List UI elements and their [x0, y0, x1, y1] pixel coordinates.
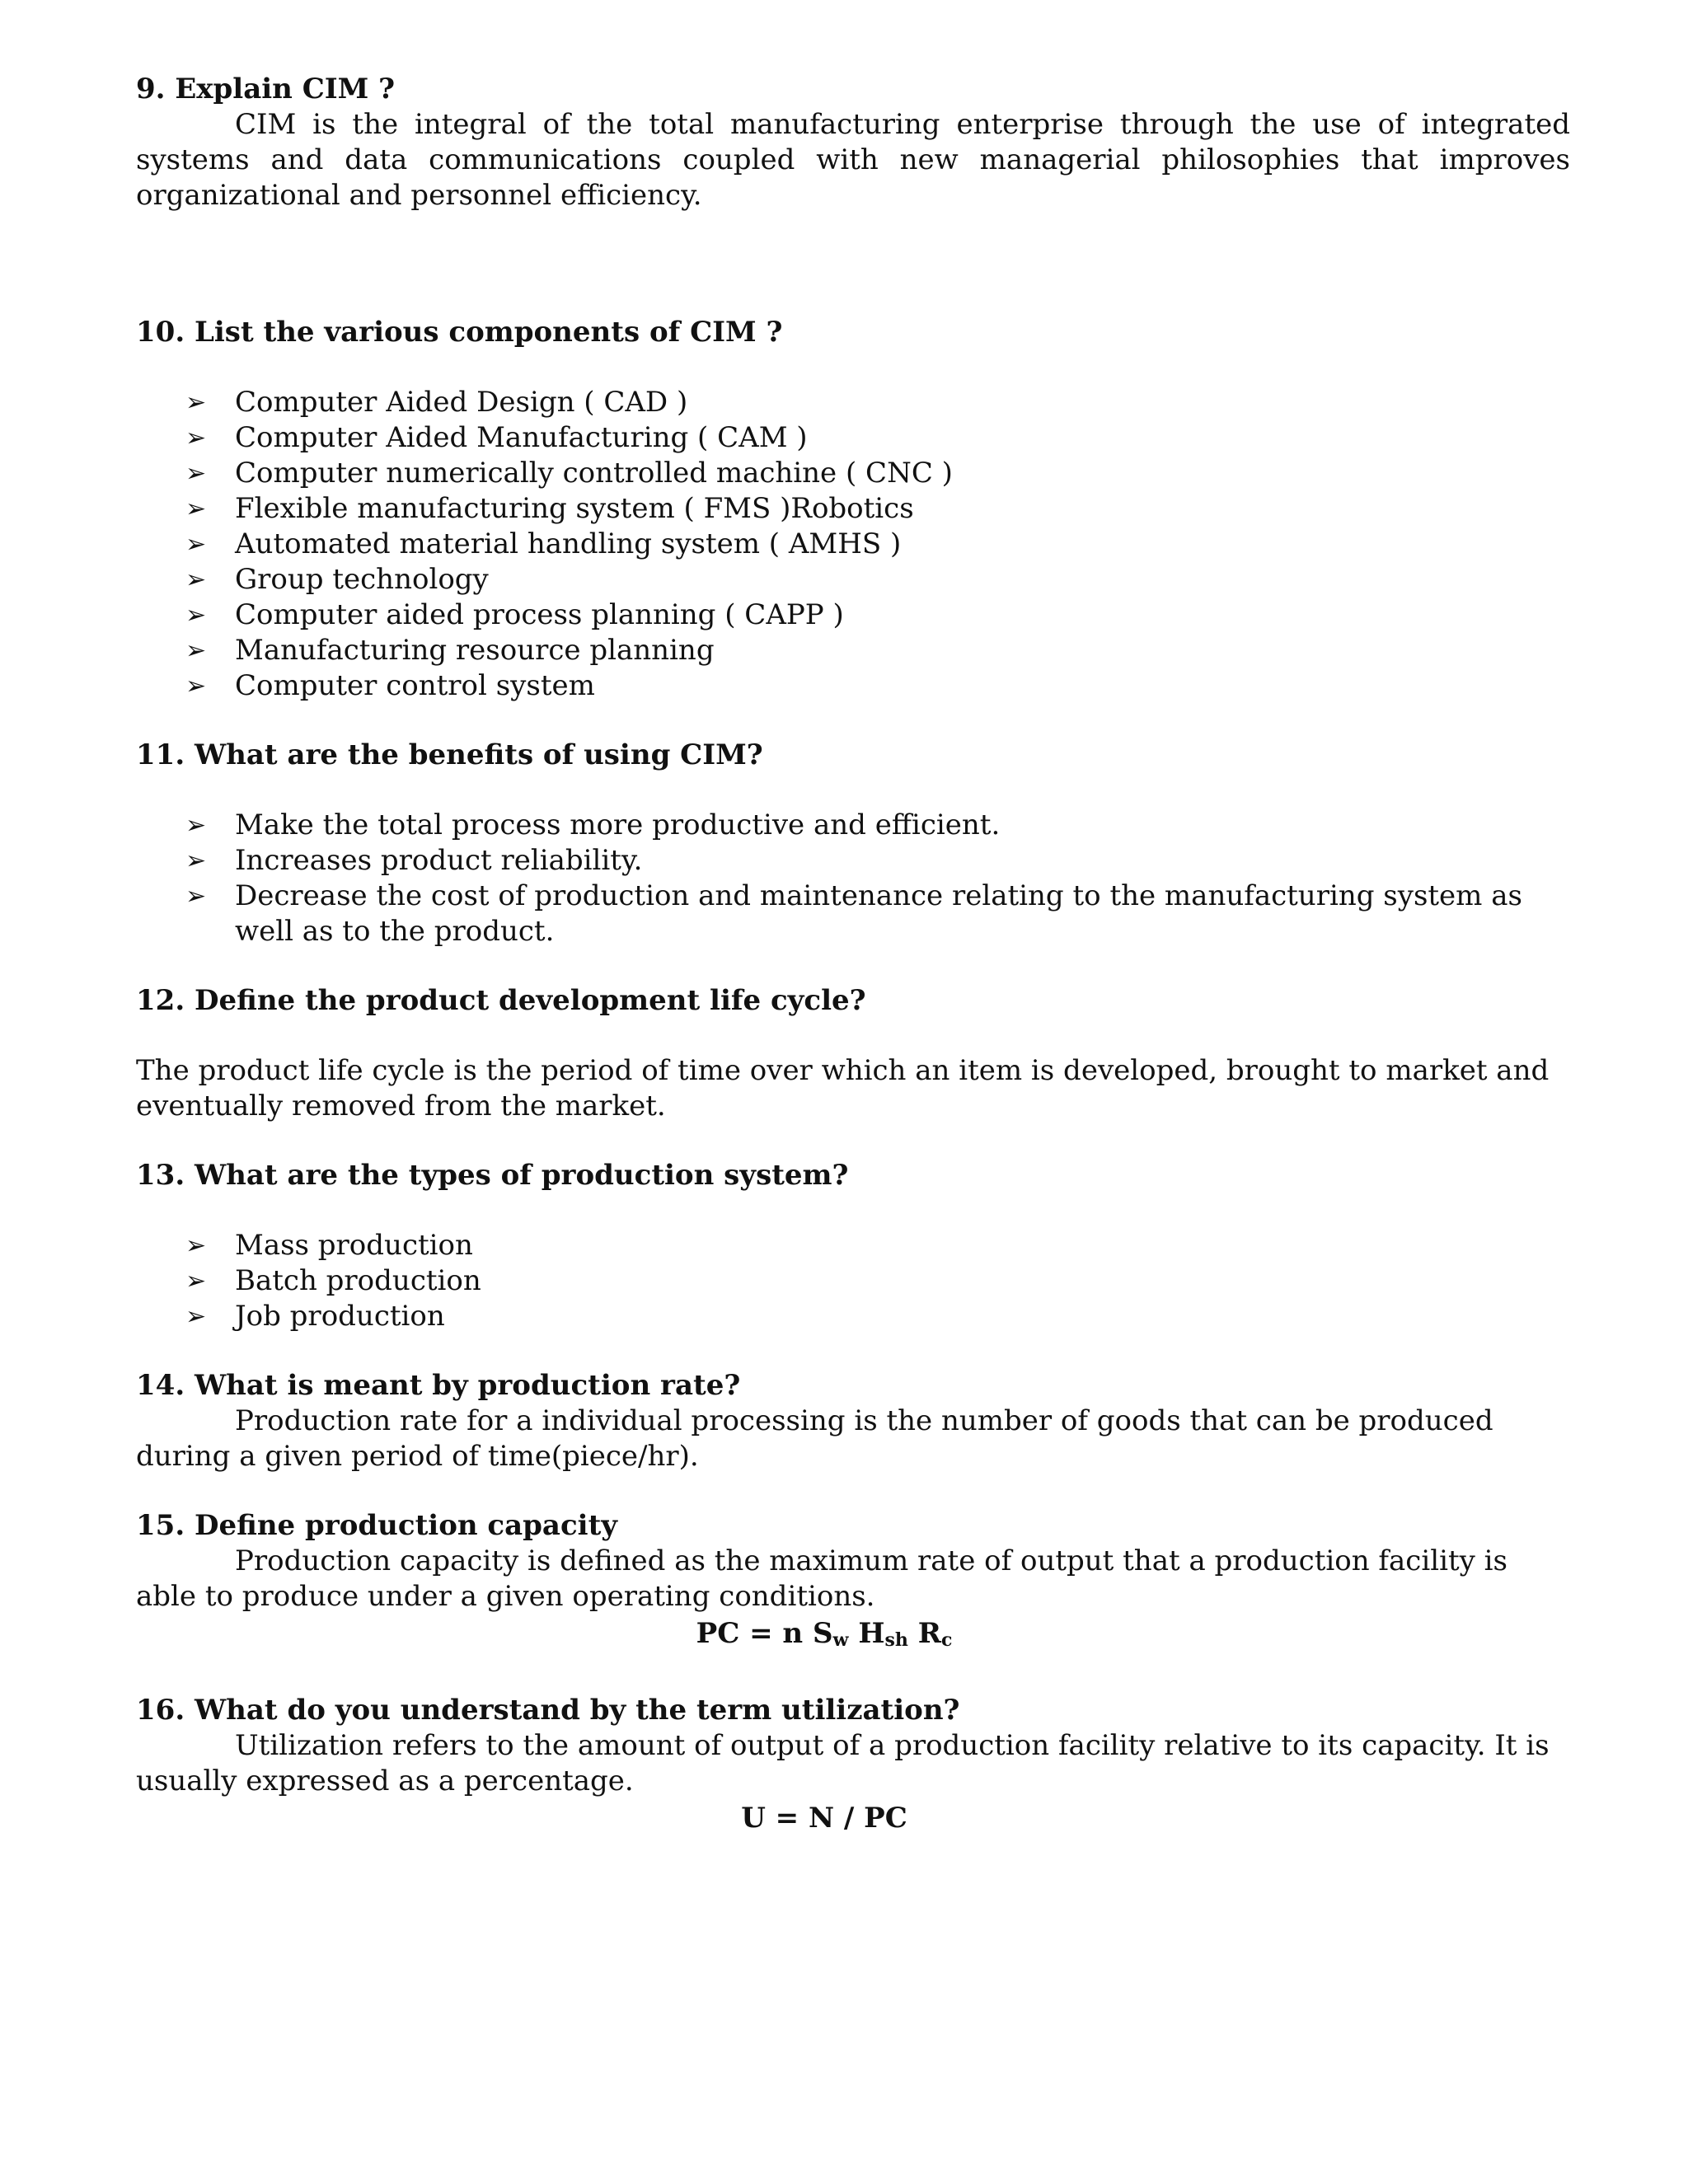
list-item: ➢ Mass production	[185, 1229, 473, 1262]
question-16-answer: Utilization refers to the amount of output of a production facility relative to its capacity. It is usually expressed as a percentage.	[136, 1729, 1550, 1797]
question-9	[136, 71, 1570, 213]
question-15-answer: Production capacity is defined as the maximum rate of output that a production facility is able to produce under a given operating conditions.	[136, 1544, 1507, 1613]
arrow-bullet-icon: ➢	[185, 424, 207, 452]
question-12	[136, 982, 1570, 1124]
question-9-title: 9. Explain CIM ?	[136, 73, 396, 105]
question-15-title: 15. Define production capacity	[136, 1509, 618, 1542]
arrow-bullet-icon: ➢	[185, 388, 207, 417]
list-item: ➢ Group technology	[185, 563, 489, 596]
document-page	[136, 71, 1570, 1837]
arrow-bullet-icon: ➢	[185, 882, 207, 911]
list-item: ➢ Computer control system	[185, 669, 595, 702]
arrow-bullet-icon: ➢	[185, 530, 207, 559]
arrow-bullet-icon: ➢	[185, 1267, 207, 1296]
question-14-title: 14. What is meant by production rate?	[136, 1369, 741, 1402]
arrow-bullet-icon: ➢	[185, 636, 207, 665]
cim-benefits-list	[136, 808, 1570, 949]
cim-components-list	[136, 385, 1570, 704]
list-item: ➢ Decrease the cost of production and maintenance relating to the manufacturing system as well as to the product.	[185, 879, 1522, 948]
list-item: ➢ Flexible manufacturing system ( FMS )Robotics	[185, 492, 914, 525]
list-item: ➢ Computer aided process planning ( CAPP )	[185, 598, 844, 631]
list-item: ➢ Increases product reliability.	[185, 844, 643, 877]
question-11	[136, 737, 1570, 949]
production-types-list	[136, 1228, 1570, 1334]
list-item: ➢ Job production	[185, 1300, 445, 1333]
question-14-answer: Production rate for a individual processing is the number of goods that can be produced during a given period of time(piece/hr).	[136, 1404, 1493, 1473]
arrow-bullet-icon: ➢	[185, 1302, 207, 1331]
question-10	[136, 314, 1570, 704]
list-item: ➢ Manufacturing resource planning	[185, 634, 715, 667]
question-11-title: 11. What are the benefits of using CIM?	[136, 738, 763, 771]
question-15	[136, 1507, 1570, 1659]
list-item: ➢ Computer numerically controlled machine ( CNC )	[185, 457, 953, 490]
arrow-bullet-icon: ➢	[185, 565, 207, 594]
list-item: ➢ Automated material handling system ( AMHS )	[185, 527, 902, 560]
question-13-title: 13. What are the types of production system?	[136, 1159, 849, 1192]
arrow-bullet-icon: ➢	[185, 672, 207, 701]
arrow-bullet-icon: ➢	[185, 459, 207, 488]
question-14	[136, 1367, 1570, 1474]
question-13	[136, 1157, 1570, 1334]
list-item: ➢ Computer Aided Design ( CAD )	[185, 386, 688, 419]
arrow-bullet-icon: ➢	[185, 601, 207, 630]
arrow-bullet-icon: ➢	[185, 1231, 207, 1260]
arrow-bullet-icon: ➢	[185, 811, 207, 840]
question-12-title: 12. Define the product development life cycle?	[136, 984, 866, 1017]
production-capacity-formula: PC = n $S_w$ $H_{sh}$ $R_c$	[696, 1617, 953, 1651]
arrow-bullet-icon: ➢	[185, 494, 207, 523]
utilization-formula: U = N / PC	[741, 1802, 907, 1835]
question-16	[136, 1692, 1570, 1837]
list-item: ➢ Make the total process more productive and efficient.	[185, 808, 1001, 841]
question-12-answer: The product life cycle is the period of time over which an item is developed, brought to market and eventually removed from the market.	[136, 1054, 1550, 1122]
list-item: ➢ Computer Aided Manufacturing ( CAM )	[185, 421, 808, 454]
arrow-bullet-icon: ➢	[185, 846, 207, 875]
question-9-answer: CIM is the integral of the total manufacturing enterprise through the use of integrated systems and data communications coupled with new managerial philosophies that improves organizational and personnel efficiency.	[136, 108, 1570, 212]
list-item: ➢ Batch production	[185, 1264, 481, 1297]
question-10-title: 10. List the various components of CIM ?	[136, 316, 783, 349]
question-16-title: 16. What do you understand by the term utilization?	[136, 1694, 960, 1727]
